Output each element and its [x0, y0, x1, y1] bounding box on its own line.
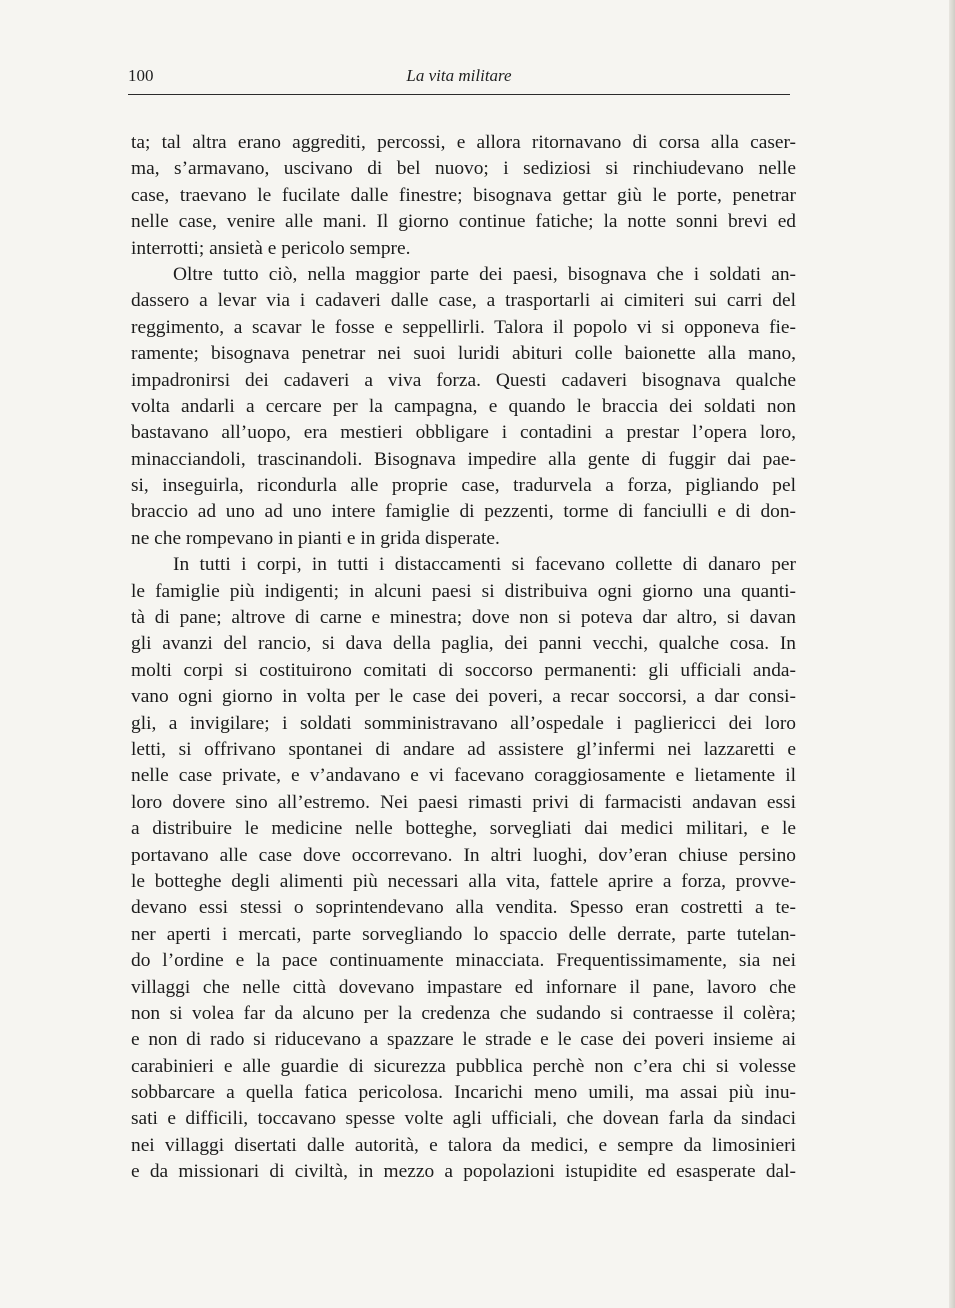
text-line: Oltre tutto ciò, nella maggior parte dei paesi, bisognava che i soldati an-: [173, 263, 796, 285]
text-line: ne che rompevano in pianti e in grida disperate.: [131, 527, 500, 549]
page-number: 100: [128, 66, 154, 85]
text-line: portavano alle case dove occorrevano. In altri luoghi, dov’eran chiuse persino: [131, 844, 796, 866]
text-line: si, inseguirla, ricondurla alle proprie case, tradurvela a forza, pigliando pel: [131, 475, 796, 497]
text-line: le botteghe degli alimenti più necessari alla vita, fattele aprire a forza, provve-: [131, 870, 796, 892]
text-line: reggimento, a scavar le fosse e seppellirli. Talora il popolo vi si opponeva fie-: [131, 316, 796, 338]
text-line: gli avanzi del rancio, si dava della paglia, dei panni vecchi, qualche cosa. In: [131, 633, 796, 655]
text-line: villaggi che nelle città dovevano impastare ed infornare il pane, lavoro che: [131, 976, 796, 998]
running-head: [128, 64, 790, 95]
text-line: case, traevano le fucilate dalle finestre; bisognava gettar giù le porte, penetrar: [131, 184, 796, 206]
text-line: ner aperti i mercati, parte sorvegliando lo spaccio delle derrate, parte tutelan-: [131, 923, 796, 945]
text-line: In tutti i corpi, in tutti i distaccamenti si facevano collette di danaro per: [173, 554, 796, 576]
paragraph: [131, 262, 796, 552]
text-line: interrotti; ansietà e pericolo sempre.: [131, 237, 411, 259]
text-line: nelle case, venire alle mani. Il giorno continue fatiche; la notte sonni brevi ed: [131, 211, 796, 233]
paragraph: [131, 552, 796, 1185]
text-line: le famiglie più indigenti; in alcuni paesi si distribuiva ogni giorno una quanti-: [131, 580, 796, 602]
text-line: carabinieri e alle guardie di sicurezza pubblica perchè non c’era chi si volesse: [131, 1055, 796, 1077]
text-line: sobbarcare a quella fatica pericolosa. Incarichi meno umili, ma assai più inu-: [131, 1082, 796, 1104]
text-line: ma, s’armavano, uscivano di bel nuovo; i sediziosi si rinchiudevano nelle: [131, 158, 796, 180]
text-line: vano ogni giorno in volta per le case dei poveri, a recar soccorsi, a dar consi-: [131, 686, 796, 708]
text-line: a distribuire le medicine nelle botteghe, sorvegliati dai medici militari, e le: [131, 818, 796, 840]
text-line: do l’ordine e la pace continuamente minacciata. Frequentissimamente, sia nei: [131, 950, 796, 972]
text-line: minacciandoli, trascinandoli. Bisognava impedire alla gente di fuggir dai pae-: [131, 448, 796, 470]
text-line: letti, si offrivano spontanei di andare ad assistere gl’infermi nei lazzaretti e: [131, 738, 796, 760]
text-line: bastavano all’uopo, era mestieri obbligare i contadini a prestar l’opera loro,: [131, 422, 796, 444]
text-line: molti corpi si costituirono comitati di soccorso permanenti: gli ufficiali anda-: [131, 659, 796, 681]
text-line: loro dovere sino all’estremo. Nei paesi rimasti privi di farmacisti andavan essi: [131, 791, 796, 813]
paragraph: [131, 130, 796, 262]
running-title: La vita militare: [406, 66, 512, 85]
text-line: sati e difficili, toccavano spesse volte agli ufficiali, che dovean farla da sindaci: [131, 1108, 796, 1130]
text-line: nelle case private, e v’andavano e vi facevano coraggiosamente e lietamente il: [131, 765, 796, 787]
body-text: [131, 130, 796, 1186]
text-line: volta andarli a cercare per la campagna, e quando le braccia dei soldati non: [131, 395, 796, 417]
text-line: devano essi stessi o soprintendevano alla vendita. Spesso eran costretti a te-: [131, 897, 796, 919]
text-line: nei villaggi disertati dalle autorità, e talora da medici, e sempre da limosinieri: [131, 1134, 796, 1156]
text-line: ta; tal altra erano aggrediti, percossi, e allora ritornavano di corsa alla caser-: [131, 132, 796, 153]
text-line: impadronirsi dei cadaveri a viva forza. Questi cadaveri bisognava qualche: [131, 369, 796, 391]
text-line: e da missionari di civiltà, in mezzo a popolazioni istupidite ed esasperate dal-: [131, 1161, 796, 1183]
text-line: braccio ad uno ad uno intere famiglie di pezzenti, torme di fanciulli e di don-: [131, 501, 796, 523]
page-edge-shadow: [949, 0, 955, 1308]
text-line: dassero a levar via i cadaveri dalle case, a trasportarli ai cimiteri sui carri del: [131, 290, 796, 312]
text-line: tà di pane; altrove di carne e minestra; dove non si poteva dar altro, si davan: [131, 607, 796, 629]
text-line: ramente; bisognava penetrar nei suoi luridi abituri colle baionette alla mano,: [131, 343, 796, 365]
text-line: non si volea far da alcuno per la credenza che sudando si contraesse il colèra;: [131, 1002, 796, 1024]
text-line: e non di rado si riducevano a spazzare le strade e le case dei poveri insieme ai: [131, 1029, 796, 1051]
text-line: gli, a invigilare; i soldati somministravano all’ospedale i pagliericci dei loro: [131, 712, 796, 734]
